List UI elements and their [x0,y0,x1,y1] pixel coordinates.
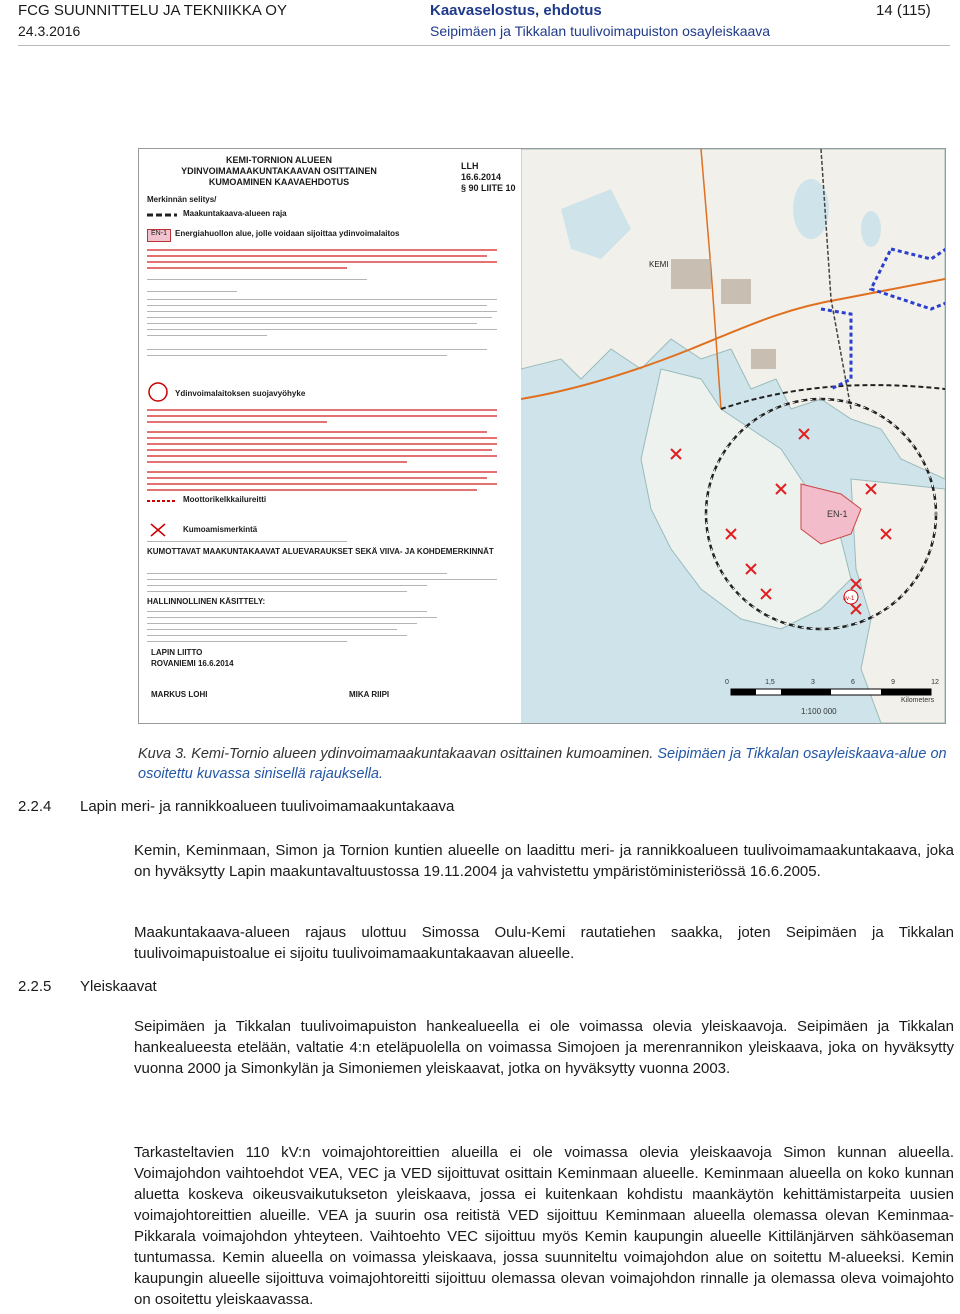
company-name: FCG SUUNNITTELU JA TEKNIIKKA OY [18,2,287,19]
map-reference [461,161,521,194]
map-area [521,149,945,723]
liitto-name: LAPIN LIITTO [151,648,203,657]
boundary-label: Maakuntakaava-alueen raja [183,209,287,218]
plan-map-figure [138,148,946,724]
kumoamis-label: Kumoamismerkintä [183,525,258,534]
en1-map-label: EN-1 [827,509,848,519]
place-date: ROVANIEMI 16.6.2014 [151,659,234,668]
scale-tick-5: 12 [931,679,939,686]
scale-tick-4: 9 [891,679,895,686]
section-number: 2.2.4 [18,798,52,815]
kumottavat-heading: KUMOTTAVAT MAAKUNTAKAAVAT ALUEVARAUKSET SEKÄ VIIVA- JA KOHDEMERKINNÄT [147,547,494,556]
paragraph: Kemin, Keminmaan, Simon ja Tornion kuntien alueelle on laadittu meri- ja rannikkoalueen tuulivoimamaakuntakaava, joka on hyväksytty Lapin maakuntavaltuustossa 19.11.2004 ja vahvistettu ympäristöministeriössä 16.6.2005. [134,842,954,880]
map-ref-bottom: § 90 LIITE 10 [461,183,516,193]
sv1-symbol-icon [147,381,169,403]
kumoamis-symbol-icon [147,523,169,537]
header-center [430,2,770,39]
caption-main: Kuva 3. Kemi-Tornio alueen ydinvoimamaakuntakaavan osittainen kumoaminen. [138,746,654,762]
scale-tick-1: 1,5 [765,679,775,686]
scale-ratio: 1:100 000 [801,707,837,716]
header-left [18,2,287,39]
signer-right: MIKA RIIPI [349,690,390,699]
kasittely-heading: HALLINNOLLINEN KÄSITTELY: [147,597,266,606]
paragraph: Maakuntakaava-alueen rajaus ulottuu Simossa Oulu-Kemi rautatiehen saakka, joten Seipimäen ja Tikkalan tuulivoimapuistoalue ei sijoitu tuulivoimamaakuntakaavan alueelle. [134,924,954,962]
en1-label: Energiahuollon alue, jolle voidaan sijoittaa ydinvoimalaitos [175,229,400,238]
map-title: KEMI-TORNION ALUEEN YDINVOIMAMAAKUNTAKAAVAN OSITTAINEN KUMOAMINEN KAAVAEHDOTUS [181,155,377,187]
document-title: Kaavaselostus, ehdotus [430,2,602,19]
paragraph: Seipimäen ja Tikkalan tuulivoimapuiston hankealueella ei ole voimassa olevia yleiskaavoja. Seipimäen ja Tikkalan hankealueesta etelään, valtatie 4:n eteläpuolella on voimassa Simojoen ja merenrannikon yleiskaava, joka on hyväksytty vuonna 2000 ja Simonkylän ja Simoniemen yleiskaavat, jotka on hyväksytty vuonna 2003. [134,1018,954,1077]
paragraph: Tarkasteltavien 110 kV:n voimajohtoreittien alueilla ei ole voimassa olevia yleiskaavoja Simon kunnan alueella. Voimajohdon vaihtoehdot VEA, VEC ja VED sijoittuvat osittain Keminmaan alueelle. Keminmaan alueella on koko kunnan aluetta koskeva oikeusvaikutukseton yleiskaava, jossa ei kuitenkaan kohdistu maankäytön kehittämistarpeita uusien voimajohtoreittien alueille. VEA ja suurin osa reitistä VED sijoittuu Keminmaan alueella olemassa olevan Keminmaa-Pikkarala voimajohdon yhteyteen. Vaihtoehto VEC sijoittuu myös Kemin kaupungin alueelle Kittilänjärven sähköaseman tuntumassa. Kemin alueella on voimassa yleiskaava, jossa suunniteltu voimajohdon alue on soitettu M-alueeksi. Kemin kaupungin alueelle sijoittuva voimajohtoreitti sijoittuu olemassa olevan voimajohdon rinnalle ja olemassa oleva voimajohto on osoitettu yleiskaavassa. [134,1144,954,1308]
en1-symbol: EN-1 [147,229,171,242]
scale-unit: Kilometers [901,697,935,704]
scale-tick-3: 6 [851,679,855,686]
section-title: Yleiskaavat [80,978,157,995]
map-legend-panel [139,149,522,723]
map-graphic [521,149,945,723]
liitto-block [151,647,234,669]
figure-caption [138,744,956,784]
sv1-map-label: sv-1 [843,596,855,602]
caption-blue: Seipimäen ja Tikkalan osayleiskaava-alue on osoitettu kuvassa sinisellä rajauksella. [138,746,947,782]
document-subtitle: Seipimäen ja Tikkalan tuulivoimapuiston osayleiskaava [430,23,771,39]
header-rule [18,45,950,46]
suojavyohyke-label: Ydinvoimalaitoksen suojavyöhyke [175,389,306,398]
section-title: Lapin meri- ja rannikkoalueen tuulivoimamaakuntakaava [80,798,455,815]
header-date: 24.3.2016 [18,23,81,39]
scale-ticks [725,679,939,686]
signer-left: MARKUS LOHI [151,690,208,699]
legend-heading: Merkinnän selitys/ [147,195,217,204]
section-number: 2.2.5 [18,978,52,995]
moottorikelkka-symbol-icon [147,497,177,505]
scale-tick-0: 0 [725,679,729,686]
page-number: 14 (115) [876,2,931,19]
moottori-label: Moottorikelkkailureitti [183,495,267,504]
boundary-symbol-icon [147,211,177,219]
kemi-map-label: KEMI [649,260,669,269]
map-ref-top: LLH 16.6.2014 [461,161,502,182]
scale-tick-2: 3 [810,679,815,686]
